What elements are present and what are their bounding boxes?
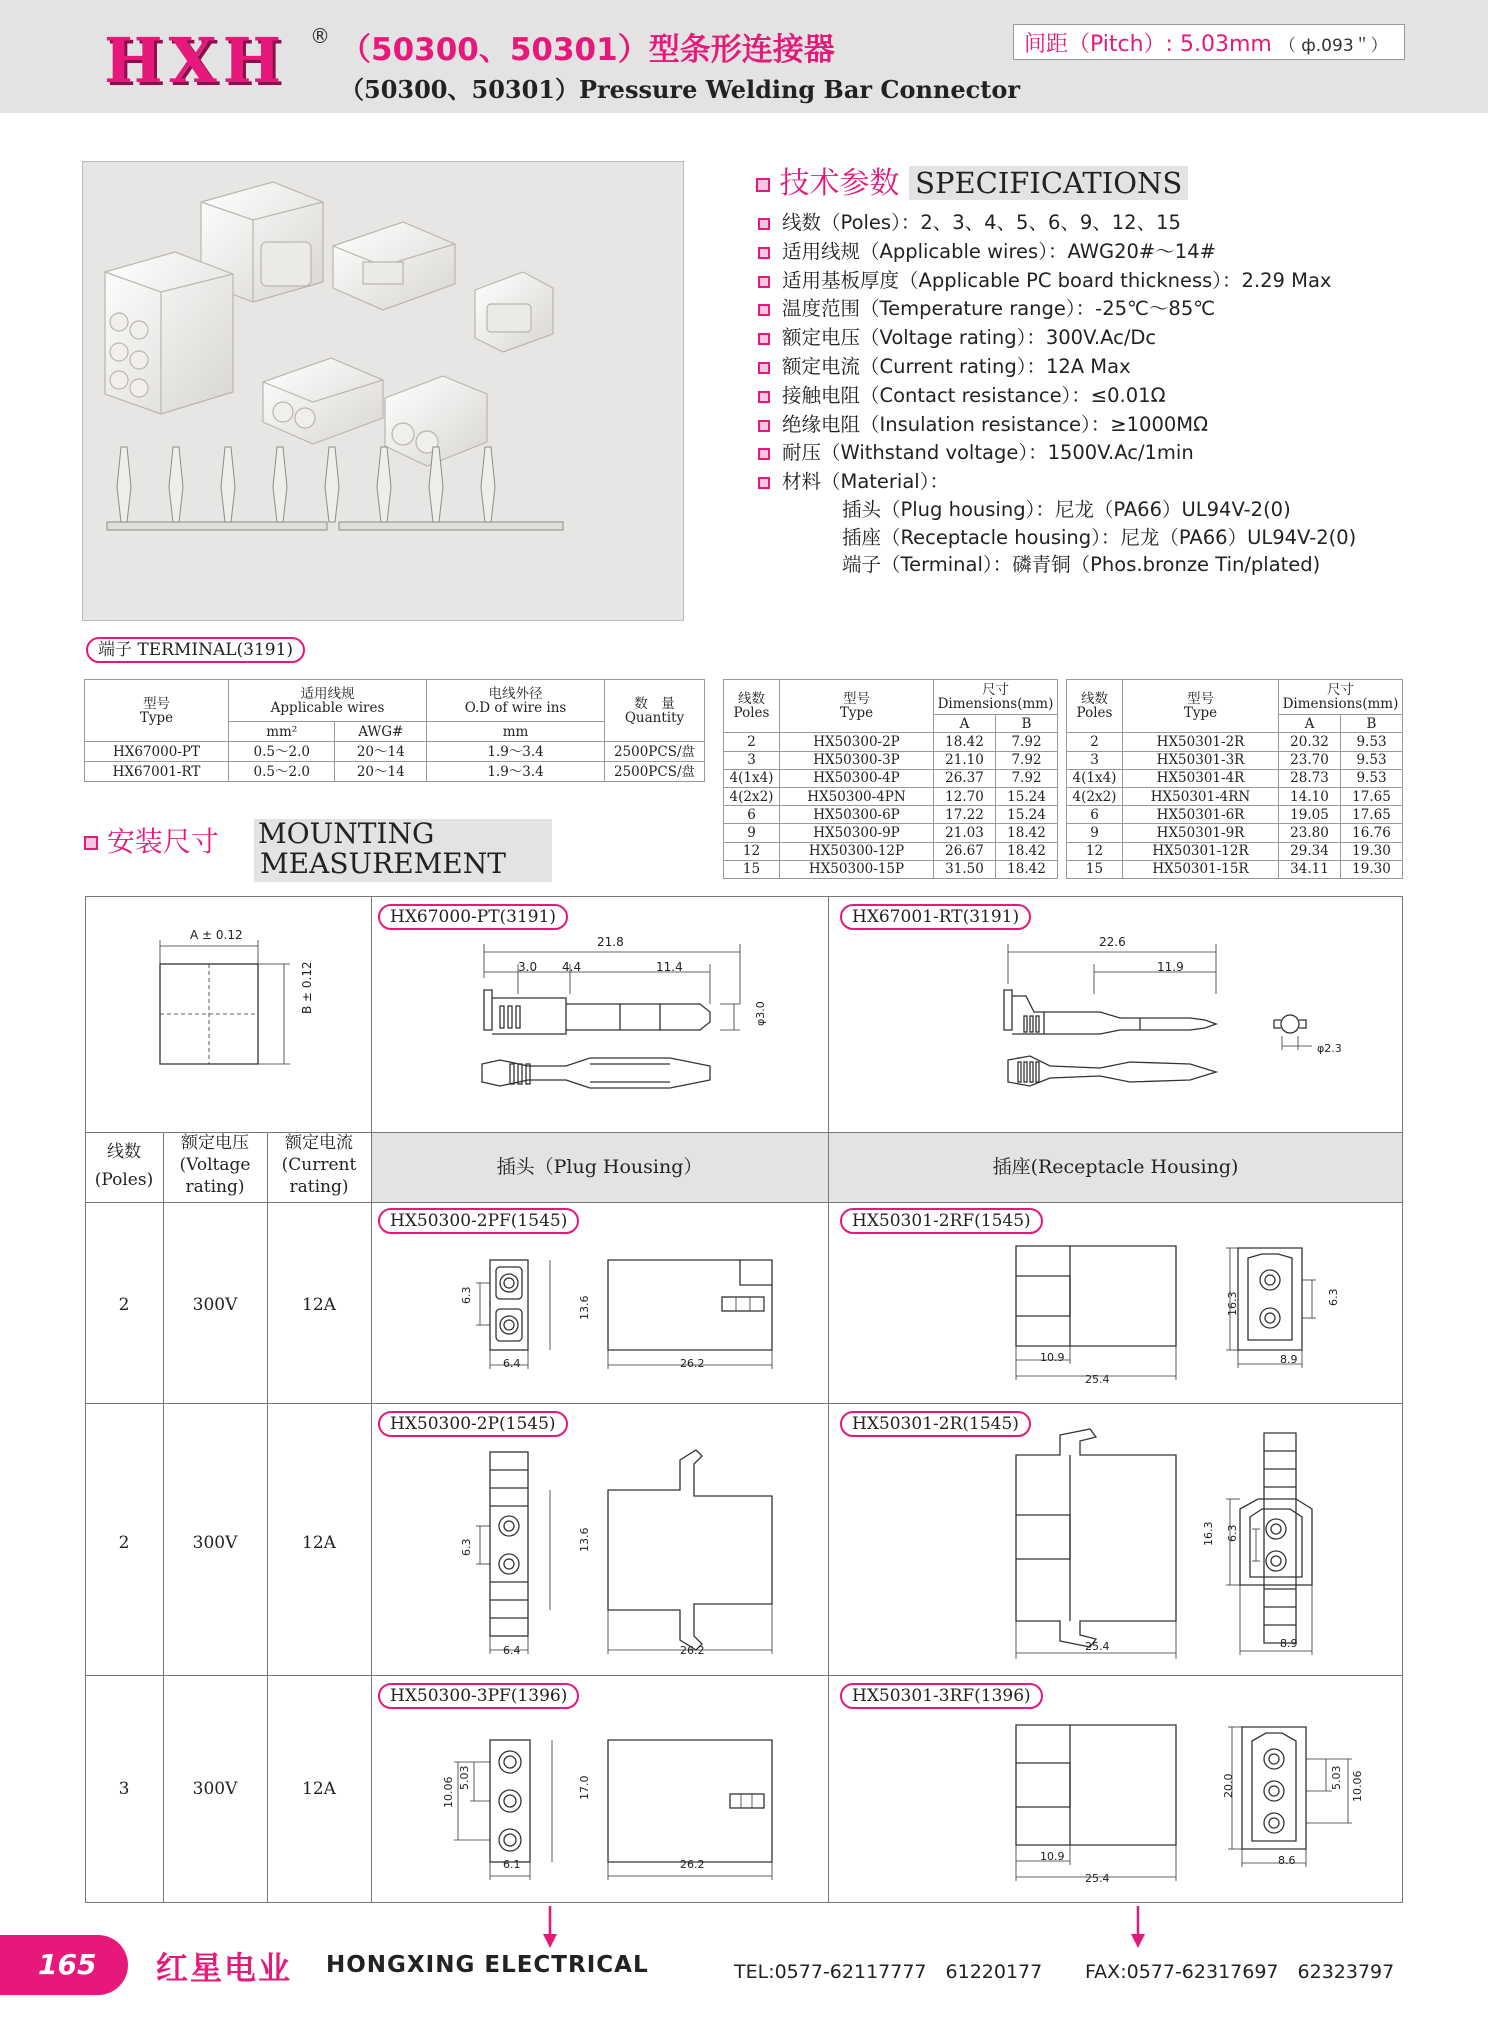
table-row [724,860,1058,878]
cell-a: 20.32 [1279,733,1341,751]
terminal-col-type: 型号 Type [85,680,229,742]
row1-rec-dim-b: 6.3 [1327,1288,1340,1306]
spec-item [758,322,1156,350]
cell-type: HX50301-6R [1123,806,1279,824]
cell-a: 26.67 [934,842,996,860]
cell-poles: 12 [1067,842,1123,860]
fax: FAX:0577-62317697 62323797 [1085,1961,1395,1983]
cell-type: HX50301-2R [1123,733,1279,751]
mounting-heading-cn: 安装尺寸 [106,825,219,858]
company-name-en: HONGXING ELECTRICAL [326,1952,649,1978]
row3-poles: 3 [118,1779,130,1799]
pt-terminal-drawing [470,934,770,1134]
cell-b: 18.42 [996,860,1058,878]
spec-item [758,236,1216,264]
bullet-square-icon [758,333,770,345]
housing-col-receptacle: 插座(Receptacle Housing) [992,1156,1239,1178]
cell-a: 14.10 [1279,787,1341,805]
row1-plug-dim-b: 6.4 [503,1357,521,1370]
row3-rec-dim-w: 8.6 [1278,1854,1296,1867]
bullet-square-icon [758,276,770,288]
receptacle-dimensions-table [1066,679,1403,879]
pt-dim-dia: φ3.0 [754,1001,767,1026]
table-row [724,751,1058,769]
telephone: TEL:0577-62117777 61220177 [734,1961,1043,1983]
table-row [724,842,1058,860]
down-arrow-icon [1128,1906,1148,1950]
terminal-col-mm2: mm² [229,722,335,742]
cell-b: 7.92 [996,751,1058,769]
cell-type: HX50301-3R [1123,751,1279,769]
row1-rec-dim-a: 16.3 [1226,1291,1239,1316]
cell-type: HX50300-9P [780,824,934,842]
spec-item [758,437,1194,465]
page-number: 165 [0,1935,128,1995]
row2-current: 12A [302,1533,336,1553]
cell-type: HX50300-12P [780,842,934,860]
rt-dim-1: 11.9 [1157,960,1184,974]
pitch-box [1013,24,1405,60]
terminal-col-qty: 数 量 Quantity [605,680,705,742]
cell-b: 18.42 [996,842,1058,860]
table-row [1067,806,1403,824]
cell-type: HX50301-15R [1123,860,1279,878]
row2-plug-dim-a: 6.3 [460,1538,473,1556]
table-row [724,787,1058,805]
terminal-col-od: 电线外径 O.D of wire ins [427,680,605,722]
row3-plug-dim-b: 5.03 [458,1765,471,1790]
cell-type: HX50301-9R [1123,824,1279,842]
cell-b: 9.53 [1341,733,1403,751]
row2-rec-dim-b: 6.3 [1226,1524,1239,1542]
bullet-square-icon [758,391,770,403]
down-arrow-icon [540,1906,560,1950]
row1-plug-dim-l: 26.2 [680,1357,705,1370]
plug-col-b: B [996,715,1058,733]
row1-current: 12A [302,1295,336,1315]
mount-b-label: B ± 0.12 [300,961,314,1014]
row2-rec-dim-l: 25.4 [1085,1640,1110,1653]
cell-poles: 6 [724,806,780,824]
cell-b: 15.24 [996,787,1058,805]
spec-item-text: 线数（Poles）：2、3、4、5、6、9、12、15 [782,211,1181,234]
row1-voltage: 300V [192,1295,238,1315]
spec-item-text: 额定电压（Voltage rating）：300V.Ac/Dc [782,326,1157,349]
rec-col-dim: 尺寸 Dimensions(mm) [1279,680,1403,715]
table-row [724,733,1058,751]
cell-poles: 2 [724,733,780,751]
table-row [724,806,1058,824]
cell-b: 9.53 [1341,769,1403,787]
spec-item-text: 耐压（Withstand voltage）：1500V.Ac/1min [782,441,1194,464]
mounting-heading [84,817,506,880]
row2-voltage: 300V [192,1533,238,1553]
rec-col-b: B [1341,715,1403,733]
row3-rec-title: HX50301-3RF(1396) [840,1683,1043,1709]
row3-plug-dim-l: 26.2 [680,1858,705,1871]
row1-plug-title: HX50300-2PF(1545) [378,1208,579,1234]
table-row [724,824,1058,842]
row3-rec-dim-l: 25.4 [1085,1872,1110,1885]
cell-poles: 15 [724,860,780,878]
row1-rec-drawing [1000,1240,1360,1400]
cell-a: 21.10 [934,751,996,769]
row1-rec-title: HX50301-2RF(1545) [840,1208,1043,1234]
pt-dim-2: 4.4 [562,960,582,974]
spec-item [758,466,949,494]
housing-col-plug: 插头（Plug Housing） [496,1156,703,1178]
mounting-heading-en: MOUNTING MEASUREMENT [254,819,552,882]
row2-plug-drawing [450,1440,790,1660]
cell-a: 26.37 [934,769,996,787]
row2-rec-dim-a: 16.3 [1202,1521,1215,1546]
cell-b: 15.24 [996,806,1058,824]
row1-rec-dim-w: 8.9 [1280,1353,1298,1366]
rt-terminal-title: HX67001-RT(3191) [840,904,1031,930]
spec-item-text: 额定电流（Current rating）：12A Max [782,355,1131,378]
bullet-square-icon [758,247,770,259]
plug-col-a: A [934,715,996,733]
table-row: HX67001-RT 0.5～2.0 20～14 1.9～3.4 2500PCS/盘 [85,762,705,782]
table-row [1067,842,1403,860]
cell-a: 18.42 [934,733,996,751]
cell-poles: 4(2x2) [724,787,780,805]
cell-a: 29.34 [1279,842,1341,860]
cell-poles: 9 [724,824,780,842]
table-row [1067,769,1403,787]
mounting-drawing [140,920,350,1080]
material-plug: 插头（Plug housing）：尼龙（PA66）UL94V-2(0) [842,498,1291,521]
cell-a: 31.50 [934,860,996,878]
rec-col-a: A [1279,715,1341,733]
cell-poles: 4(1x4) [724,769,780,787]
bullet-square-icon [756,178,770,192]
row1-rec-dim-l: 25.4 [1085,1373,1110,1386]
cell-type: HX50300-15P [780,860,934,878]
spec-item [758,351,1131,379]
terminal-table-title: 端子 TERMINAL(3191) [86,637,305,663]
specifications-heading [756,158,1188,202]
cell-poles: 6 [1067,806,1123,824]
row3-plug-dim-w: 6.1 [503,1858,521,1871]
pitch-inch: （ ф.093＂） [1278,36,1388,56]
pt-dim-1: 3.0 [518,960,538,974]
row1-rec-dim-c: 10.9 [1040,1351,1065,1364]
terminal-col-wire: 适用线规 Applicable wires [229,680,427,722]
cell-type: HX50301-12R [1123,842,1279,860]
plug-col-type: 型号 Type [780,680,934,733]
spec-item-text: 接触电阻（Contact resistance）：≤0.01Ω [782,384,1166,407]
cell-type: HX50300-4PN [780,787,934,805]
row2-poles: 2 [118,1533,130,1553]
row3-rec-dim-a: 20.0 [1222,1773,1235,1798]
cell-poles: 9 [1067,824,1123,842]
spec-item-text: 适用基板厚度（Applicable PC board thickness）：2.29 Max [782,269,1332,292]
row3-voltage: 300V [192,1779,238,1799]
plug-dimensions-table [723,679,1058,879]
spec-item [758,265,1331,293]
row2-plug-dim-l: 26.2 [680,1644,705,1657]
cell-poles: 12 [724,842,780,860]
table-row [1067,733,1403,751]
cell-b: 19.30 [1341,842,1403,860]
cell-type: HX50300-3P [780,751,934,769]
pt-dim-3: 11.4 [656,960,683,974]
cell-poles: 3 [1067,751,1123,769]
material-terminal: 端子（Terminal）：磷青铜（Phos.bronze Tin/plated) [842,553,1321,576]
pt-dim-total: 21.8 [597,935,624,949]
rec-col-type: 型号 Type [1123,680,1279,733]
cell-a: 34.11 [1279,860,1341,878]
row3-plug-dim-h: 17.0 [578,1775,591,1800]
brand-logo: HXH [104,24,288,97]
row3-plug-drawing [440,1720,790,1880]
pt-terminal-title: HX67000-PT(3191) [378,904,568,930]
product-photo [82,161,684,621]
cell-type: HX50301-4R [1123,769,1279,787]
row1-plug-dim-a: 6.3 [460,1286,473,1304]
terminal-table [84,679,705,782]
table-row: HX67000-PT 0.5～2.0 20～14 1.9～3.4 2500PCS/盘 [85,742,705,762]
row2-plug-title: HX50300-2P(1545) [378,1411,568,1437]
rec-col-poles: 线数 Poles [1067,680,1123,733]
housing-col-voltage: 额定电压 (Voltage rating) [179,1133,251,1197]
spec-item [758,293,1215,321]
cell-type: HX50300-6P [780,806,934,824]
title-english: （50300、50301）Pressure Welding Bar Connector [340,75,1021,104]
connector-photo-illustration [83,162,685,622]
row3-current: 12A [302,1779,336,1799]
row2-plug-dim-b: 6.4 [503,1644,521,1657]
row1-poles: 2 [118,1295,130,1315]
bullet-square-icon [758,448,770,460]
plug-col-dim: 尺寸 Dimensions(mm) [934,680,1058,715]
table-row [1067,860,1403,878]
cell-a: 23.80 [1279,824,1341,842]
spec-item-text: 绝缘电阻（Insulation resistance）：≥1000MΩ [782,413,1208,436]
cell-b: 19.30 [1341,860,1403,878]
row3-rec-dim-b: 5.03 [1330,1765,1343,1790]
cell-type: HX50300-4P [780,769,934,787]
company-name-cn: 红星电业 [156,1949,293,1987]
cell-poles: 15 [1067,860,1123,878]
cell-a: 21.03 [934,824,996,842]
registered-mark: ® [310,24,330,48]
bullet-square-icon [758,218,770,230]
title-chinese: （50300、50301）型条形连接器 [340,32,835,68]
row2-rec-title: HX50301-2R(1545) [840,1411,1031,1437]
table-row [1067,751,1403,769]
cell-b: 18.42 [996,824,1058,842]
specifications-heading-cn: 技术参数 [779,166,900,201]
cell-type: HX50301-4RN [1123,787,1279,805]
bullet-square-icon [758,304,770,316]
cell-b: 7.92 [996,733,1058,751]
rt-dim-total: 22.6 [1099,935,1126,949]
row1-plug-dim-h: 13.6 [578,1295,591,1320]
spec-item [758,409,1208,437]
plug-col-poles: 线数 Poles [724,680,780,733]
specifications-heading-en: SPECIFICATIONS [909,166,1188,200]
rt-dim-dia: φ2.3 [1317,1042,1342,1055]
row2-rec-dim-w: 8.9 [1280,1637,1298,1650]
table-row [1067,824,1403,842]
spec-item [758,380,1165,408]
row2-plug-dim-h: 13.6 [578,1527,591,1552]
row3-rec-dim-c: 10.06 [1351,1770,1364,1802]
cell-a: 28.73 [1279,769,1341,787]
housing-col-current: 额定电流 (Current rating) [281,1133,357,1197]
spec-item [758,207,1181,235]
cell-a: 12.70 [934,787,996,805]
cell-a: 17.22 [934,806,996,824]
bullet-square-icon [84,836,98,850]
row1-plug-drawing [450,1245,790,1395]
terminal-col-mm: mm [427,722,605,742]
cell-poles: 3 [724,751,780,769]
material-receptacle: 插座（Receptacle housing）：尼龙（PA66）UL94V-2(0) [842,526,1357,549]
table-row [1067,787,1403,805]
row3-plug-title: HX50300-3PF(1396) [378,1683,579,1709]
spec-item-text: 适用线规（Applicable wires）：AWG20#～14# [782,240,1216,263]
pitch-label: 间距（Pitch）: [1024,32,1173,57]
cell-poles: 2 [1067,733,1123,751]
bullet-square-icon [758,420,770,432]
cell-b: 16.76 [1341,824,1403,842]
cell-a: 23.70 [1279,751,1341,769]
cell-poles: 4(1x4) [1067,769,1123,787]
cell-b: 17.65 [1341,787,1403,805]
row3-plug-dim-a: 10.06 [442,1776,455,1808]
row3-rec-dim-d: 10.9 [1040,1850,1065,1863]
cell-type: HX50300-2P [780,733,934,751]
bullet-square-icon [758,477,770,489]
terminal-col-awg: AWG# [335,722,427,742]
mount-a-label: A ± 0.12 [190,928,243,942]
housing-col-poles: 线数 (Poles) [94,1142,154,1190]
cell-b: 17.65 [1341,806,1403,824]
cell-poles: 4(2x2) [1067,787,1123,805]
row2-rec-drawing [1000,1425,1360,1665]
table-row [724,769,1058,787]
bullet-square-icon [758,362,770,374]
spec-item-text: 温度范围（Temperature range）：-25℃～85℃ [782,297,1216,320]
spec-item-text: 材料（Material）： [782,470,949,493]
cell-b: 9.53 [1341,751,1403,769]
cell-b: 7.92 [996,769,1058,787]
pitch-value: 5.03mm [1179,32,1272,57]
cell-a: 19.05 [1279,806,1341,824]
